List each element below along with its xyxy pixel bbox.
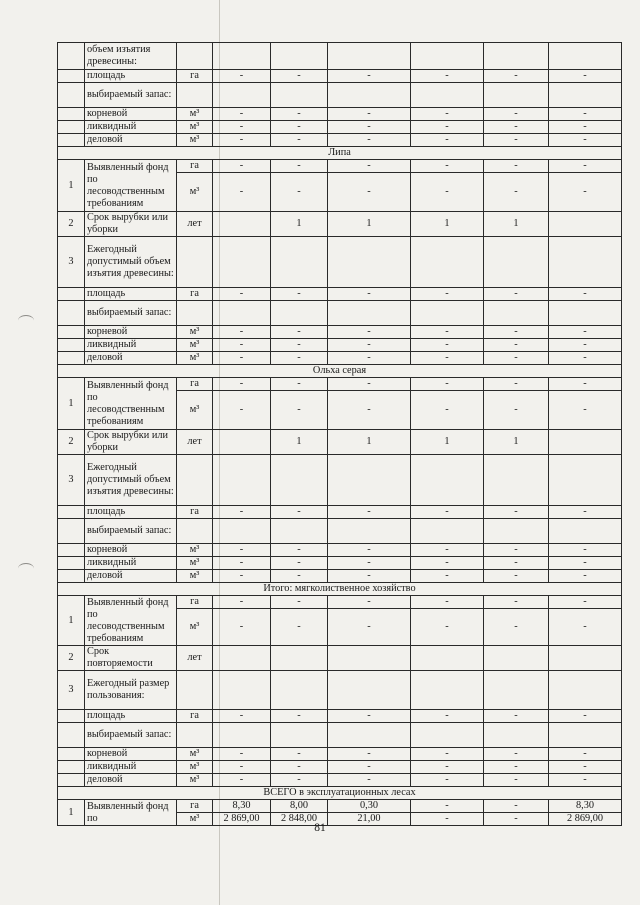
table-row: площадь га - - - - - - — [58, 506, 622, 519]
table-row: 2 Срок вырубки или уборки лет 1 1 1 1 — [58, 430, 622, 455]
table-row: 1 Выявленный фонд по га 8,30 8,00 0,30 - - 8,30 — [58, 800, 622, 813]
table-row: ликвидный м³ - - - - - - — [58, 121, 622, 134]
table-row: деловой м³ - - - - - - — [58, 774, 622, 787]
table-row: выбираемый запас: — [58, 723, 622, 748]
section-header-grand-total: ВСЕГО в эксплуатационных лесах — [58, 787, 622, 800]
table-row: 1 Выявленный фонд по лесоводственным требованиям га - - - - - - — [58, 378, 622, 391]
binder-hole-mark — [18, 563, 34, 574]
table-row: площадь га - - - - - - — [58, 710, 622, 723]
section-header-linden: Липа — [58, 147, 622, 160]
page-number: 81 — [314, 822, 326, 834]
section-header-alder: Ольха серая — [58, 365, 622, 378]
table-row: корневой м³ - - - - - - — [58, 326, 622, 339]
forest-use-table — [57, 42, 622, 826]
binder-hole-mark — [18, 315, 34, 326]
table-row: 2 Срок вырубки или уборки лет 1 1 1 1 — [58, 212, 622, 237]
table-row: 3 Ежегодный допустимый объем изъятия древесины: — [58, 455, 622, 506]
table-row: ликвидный м³ - - - - - - — [58, 761, 622, 774]
table-row: корневой м³ - - - - - - — [58, 108, 622, 121]
table-row: площадь га - - - - - - — [58, 70, 622, 83]
table-row: деловой м³ - - - - - - — [58, 134, 622, 147]
table-row: площадь га - - - - - - — [58, 288, 622, 301]
table-row: м³ 2 869,00 2 848,00 21,00 - - 2 869,00 — [58, 813, 622, 826]
table-row: выбираемый запас: — [58, 83, 622, 108]
table-row: м³ - - - - - - — [58, 609, 622, 646]
table-row: 2 Срок повторяемости лет — [58, 646, 622, 671]
section-header-soft-total: Итого: мягколиственное хозяйство — [58, 583, 622, 596]
table-row: деловой м³ - - - - - - — [58, 352, 622, 365]
table-row: 1 Выявленный фонд по лесоводственным требованиям га - - - - - - — [58, 160, 622, 173]
table-row: объем изъятия древесины: — [58, 43, 622, 70]
table-row: корневой м³ - - - - - - — [58, 544, 622, 557]
table-row: м³ - - - - - - — [58, 173, 622, 212]
table-row: м³ - - - - - - — [58, 391, 622, 430]
table-row: 3 Ежегодный допустимый объем изъятия древесины: — [58, 237, 622, 288]
table-row: 1 Выявленный фонд по лесоводственным требованиям га - - - - - - — [58, 596, 622, 609]
table-row: ликвидный м³ - - - - - - — [58, 557, 622, 570]
table-row: выбираемый запас: — [58, 301, 622, 326]
table-row: ликвидный м³ - - - - - - — [58, 339, 622, 352]
table-row: 3 Ежегодный размер пользования: — [58, 671, 622, 710]
table-row: корневой м³ - - - - - - — [58, 748, 622, 761]
table-row: деловой м³ - - - - - - — [58, 570, 622, 583]
table-row: выбираемый запас: — [58, 519, 622, 544]
